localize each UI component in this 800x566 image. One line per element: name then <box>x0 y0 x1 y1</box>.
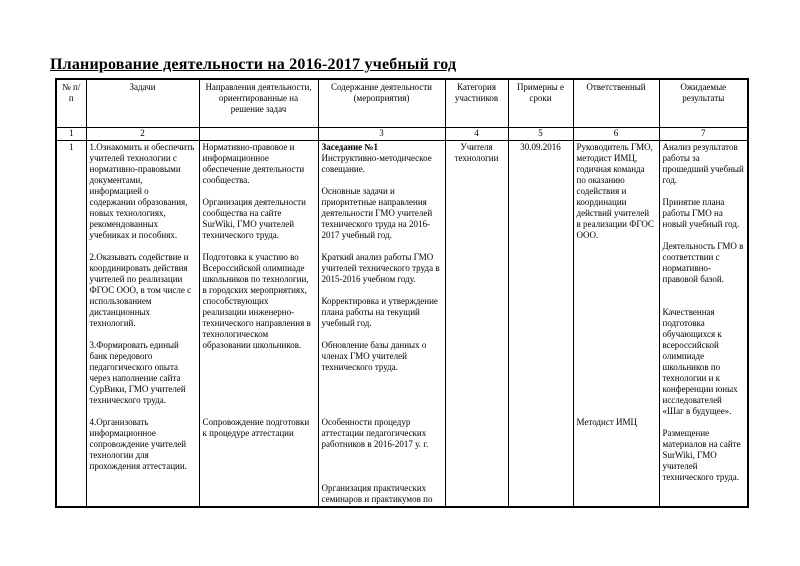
cell-paragraph: Организация деятельности сообщества на сайте SurWiki, ГМО учителей технического труда. <box>202 197 306 240</box>
responsible-cell <box>573 141 659 508</box>
cell-paragraph: 4.Организовать информационное сопровождение учителей технологии для прохождения аттестации. <box>89 417 187 471</box>
cell-paragraph: Принятие плана работы ГМО на новый учебный год. <box>662 197 740 229</box>
col-header-category: Категория участников <box>445 79 508 128</box>
cell-paragraph: Нормативно-правовое и информационное обеспечение деятельности сообщества. <box>202 142 305 185</box>
cell-paragraph: Заседание №1 <box>321 142 378 152</box>
cell-paragraph: Анализ результатов работы за прошедший учебный год. <box>662 142 744 185</box>
column-number-cell-6: 6 <box>573 128 659 141</box>
cell-paragraph: Руководитель ГМО, методист ИМЦ, <box>576 142 653 163</box>
cell-paragraph: Организация практических семинаров и практикумов по <box>321 483 433 504</box>
activities-cell <box>318 141 445 508</box>
cell-paragraph: Краткий анализ работы ГМО учителей технического труда в 2015-2016 учебном году. <box>321 252 440 284</box>
cell-paragraph: Особенности процедур аттестации педагогических работников в 2016-2017 у. г. <box>321 417 429 449</box>
column-number-cell-4: 4 <box>445 128 508 141</box>
cell-paragraph: Корректировка и утверждение плана работы на текущий учебный год. <box>321 296 438 328</box>
cell-paragraph: 3.Формировать единый банк передового педагогического опыта через наполнение сайта СурВики, ГМО учителей технического труда. <box>89 340 186 405</box>
table-header-row <box>56 79 748 128</box>
cell-paragraph: Сопровождение подготовки к процедуре аттестации <box>202 417 310 438</box>
col-header-results: Ожидаемые результаты <box>659 79 748 128</box>
col-header-directions: Направления деятельности, ориентированные на решение задач <box>199 79 318 128</box>
category-cell <box>445 141 508 508</box>
col-header-tasks: Задачи <box>86 79 199 128</box>
column-number-cell-7: 7 <box>659 128 748 141</box>
cell-paragraph: 30.09.2016 <box>520 142 561 152</box>
col-header-dates: Примерны е сроки <box>508 79 573 128</box>
col-header-index: № п/п <box>56 79 86 128</box>
cell-paragraph: Методист ИМЦ <box>576 417 638 427</box>
cell-paragraph: Инструктивно-методическое совещание. <box>321 153 432 174</box>
cell-paragraph: Обновление базы данных о членах ГМО учителей технического труда. <box>321 340 427 372</box>
results-cell <box>659 141 748 508</box>
row-number-cell: 1 <box>56 141 86 508</box>
table-row <box>56 141 748 508</box>
column-number-cell-blank <box>199 128 318 141</box>
cell-paragraph: годичная команда по оказанию содействия и координации действий учителей в реализации ФГОС ООО. <box>576 164 654 240</box>
cell-paragraph: 1.Ознакомить и обеспечить учителей технологии с нормативно-правовыми документами, информацией о содержании образования, новых технологиях, рекомендованных учебниках и пособиях. <box>89 142 195 240</box>
column-number-cell-5: 5 <box>508 128 573 141</box>
cell-paragraph: Подготовка к участию во Всероссийской олимпиаде школьников по технологии, в городских мероприятиях, способствующих реализации инженерно-технического направления в технологическом образовании школьников. <box>202 252 311 350</box>
planning-table <box>55 78 749 508</box>
cell-paragraph: 2.Оказывать содействие и координировать действия учителей по реализации ФГОС ООО, в том числе с использованием дистанционных технологий. <box>89 252 192 328</box>
column-number-cell-1: 1 <box>56 128 86 141</box>
cell-paragraph: Деятельность ГМО в соответствии с нормативно-правовой базой. <box>662 241 744 284</box>
cell-paragraph: Учителя технологии <box>454 142 499 163</box>
cell-paragraph: Размещение материалов на сайте SurWiki, ГМО учителей технического труда. <box>662 428 741 482</box>
col-header-responsible: Ответственный <box>573 79 659 128</box>
page-title: Планирование деятельности на 2016-2017 учебный год <box>50 56 457 73</box>
cell-paragraph: Основные задачи и приоритетные направления деятельности ГМО учителей технического труда на 2016-2017 учебный год. <box>321 186 433 240</box>
column-number-cell-2: 2 <box>86 128 199 141</box>
cell-paragraph: Качественная подготовка обучающихся к всероссийской олимпиаде школьников по технологии и к конференции юных исследователей «Шаг в будущее». <box>662 307 738 416</box>
column-number-row <box>56 128 748 141</box>
dates-cell <box>508 141 573 508</box>
col-header-activities: Содержание деятельности (мероприятия) <box>318 79 445 128</box>
tasks-cell <box>86 141 199 508</box>
directions-cell <box>199 141 318 508</box>
column-number-cell-3: 3 <box>318 128 445 141</box>
